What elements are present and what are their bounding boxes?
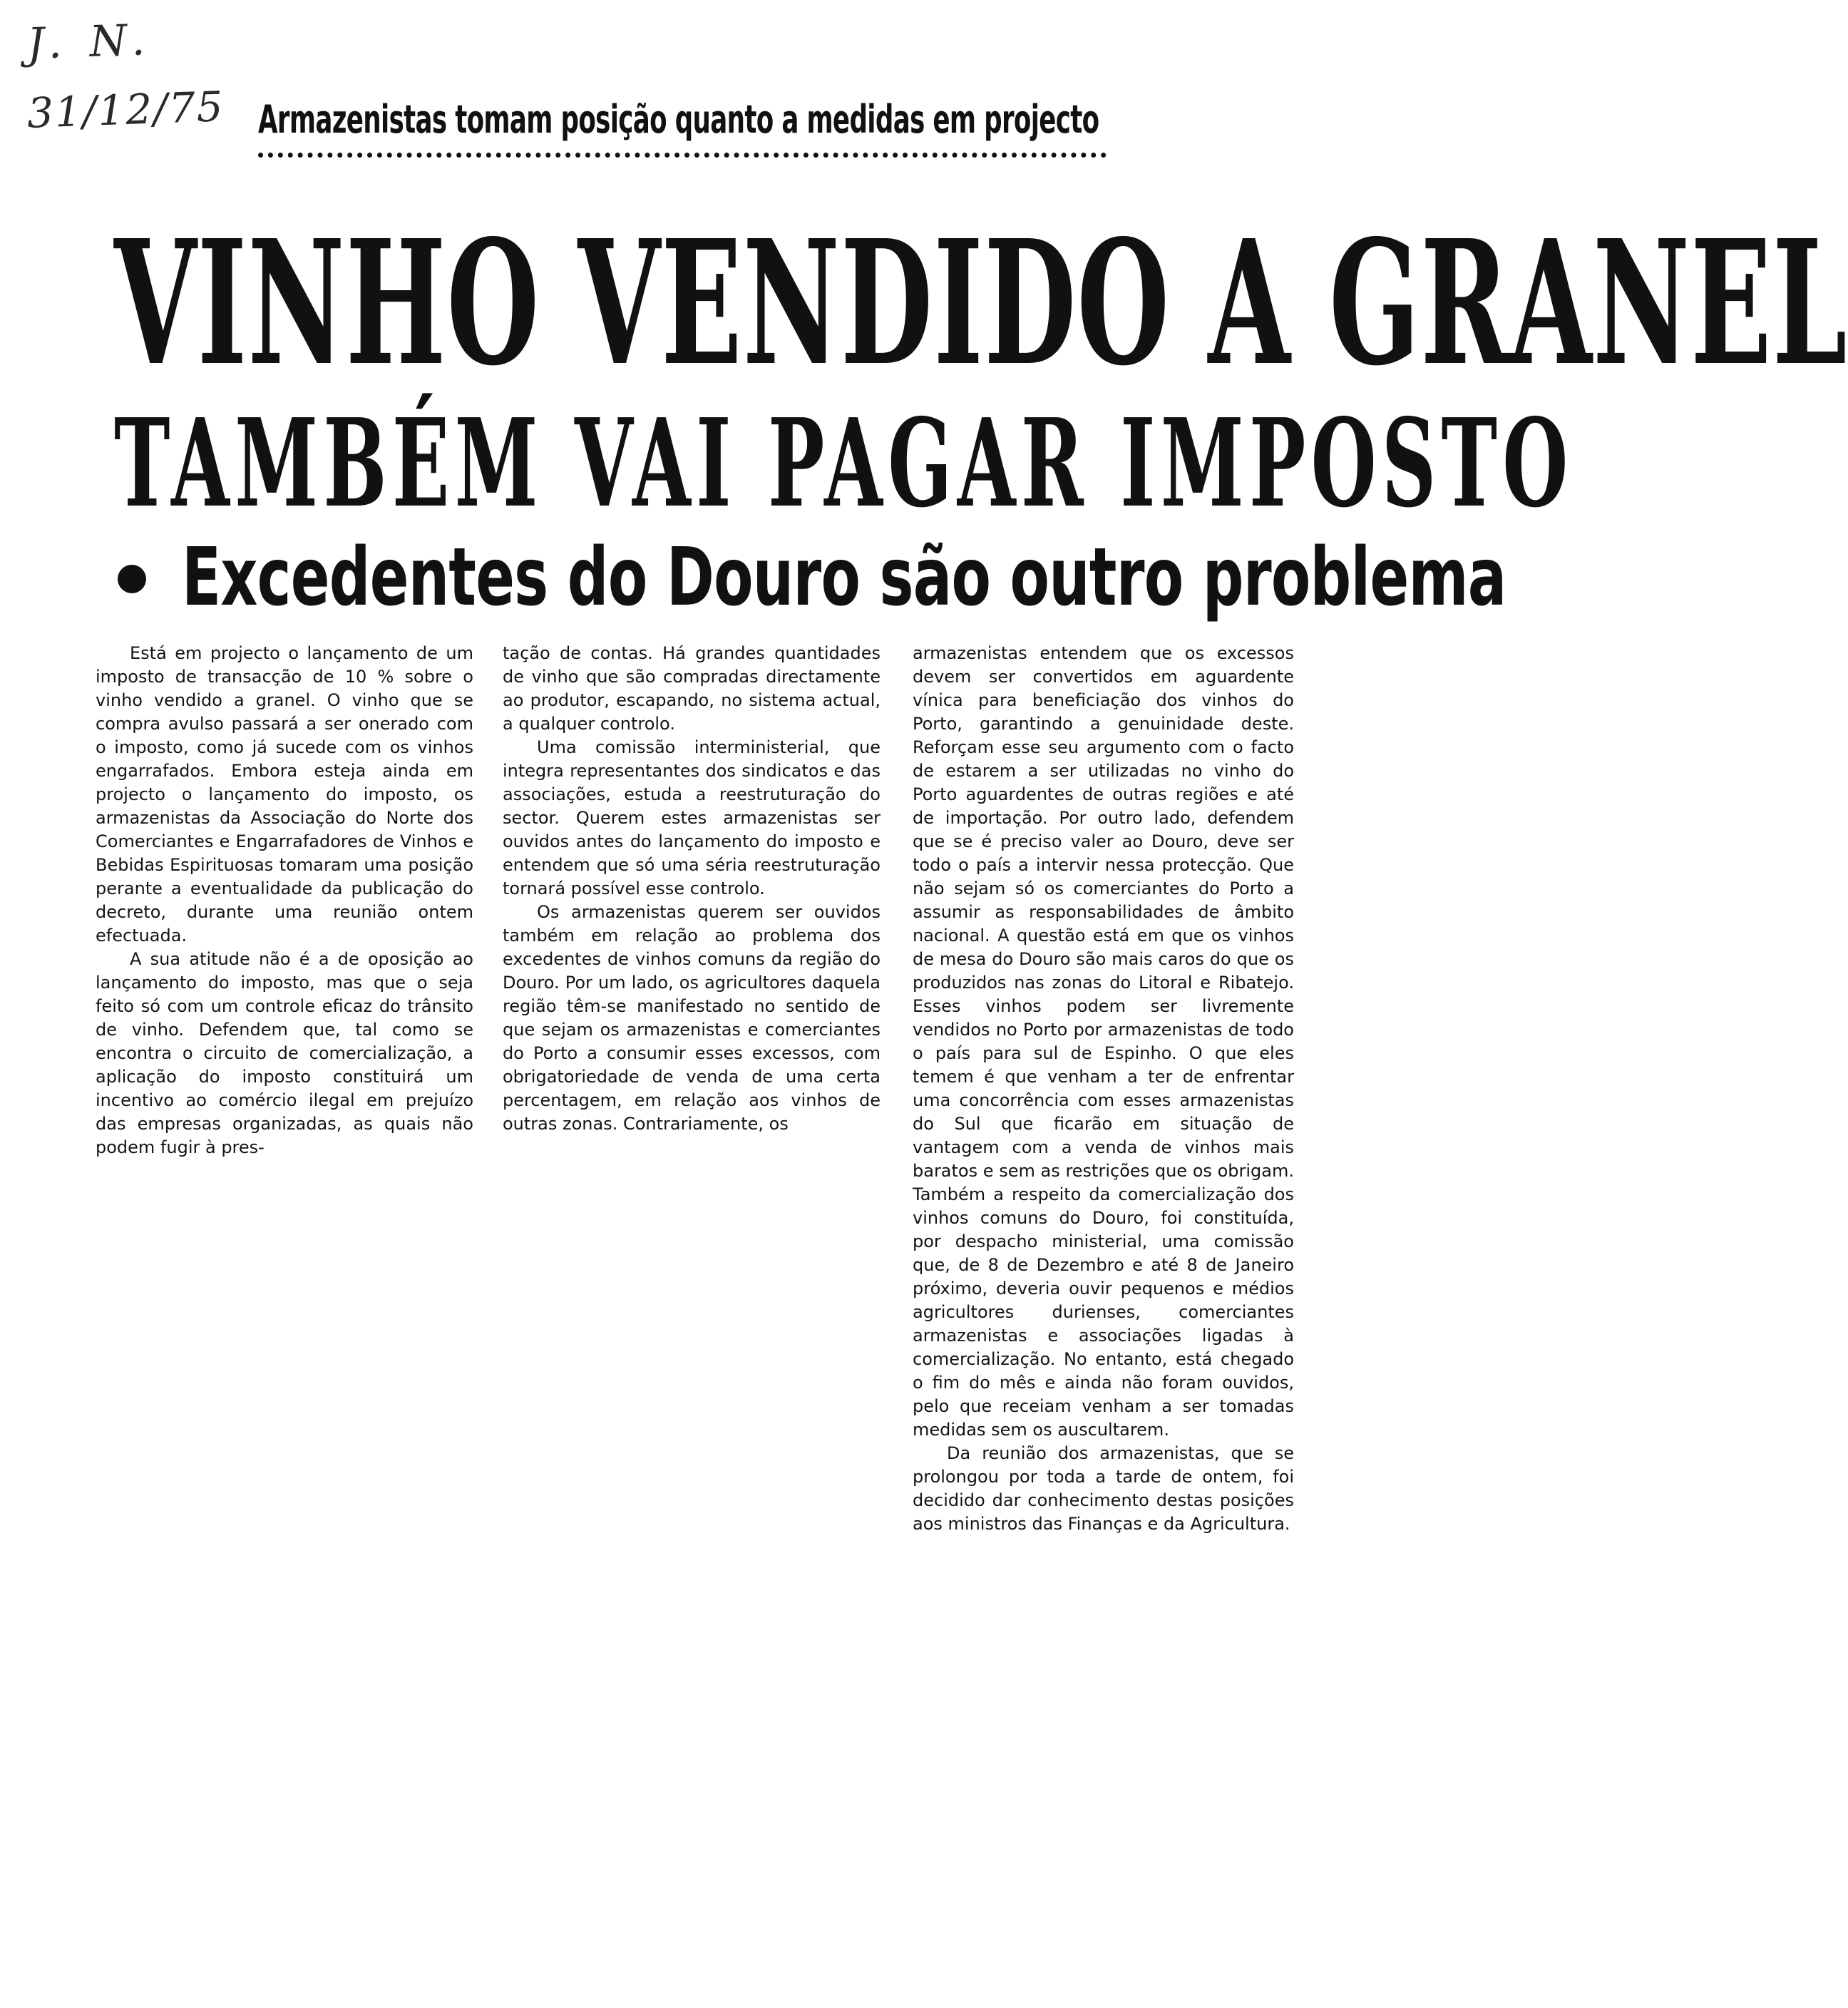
paragraph: armazenistas entendem que os excessos devem ser convertidos em aguardente vínica para beneficiação dos vinhos do Porto, garantindo a genuinidade deste. Reforçam esse seu argumento com o facto de estarem a ser utilizadas no vinho do Porto aguardentes de outras regiões e até de importação. Por outro lado, defendem que se é preciso valer ao Douro, deve ser todo o país a intervir nessa protecção. Que não sejam só os comerciantes do Porto a assumir as responsabilidades de âmbito nacional. A questão está em que os vinhos de mesa do Douro são mais caros do que os produzidos nas zonas do Litoral e Ribatejo. Esses vinhos podem ser livremente vendidos no Porto por armazenistas de todo o país para sul de Espinho. O que eles temem é que venham a ter de enfrentar uma concorrência com esses armazenistas do Sul que ficarão em situação de vantagem com a venda de vinhos mais baratos e sem as restrições que os obrigam. Também a respeito da comercialização dos vinhos comuns do Douro, foi constituída, por despacho ministerial, uma comissão que, de 8 de Dezembro e até 8 de Janeiro próximo, deveria ouvir pequenos e médios agricultores durienses, comerciantes armazenistas e associações ligadas à comercialização. No entanto, está chegado o fim do mês e ainda não foram ouvidos, pelo que receiam venham a ser tomadas medidas sem os auscultarem. bbox=[913, 643, 1294, 1440]
paragraph: Da reunião dos armazenistas, que se prolongou por toda a tarde de ontem, foi decidido dar conhecimento destas posições aos ministros das Finanças e da Agricultura. bbox=[913, 1443, 1294, 1534]
headline-line-2: TAMBÉM VAI PAGAR IMPOSTO bbox=[114, 392, 1574, 535]
article-column-3 bbox=[913, 642, 1294, 1536]
paragraph: tação de contas. Há grandes quantidades de vinho que são compradas directamente ao produtor, escapando, no sistema actual, a qualquer controlo. bbox=[503, 643, 881, 734]
headline-line-1: VINHO VENDIDO A GRANEL bbox=[114, 203, 1848, 404]
paragraph: Uma comissão interministerial, que integra representantes dos sindicatos e das associações, estuda a reestruturação do sector. Querem estes armazenistas ser ouvidos antes do lançamento do imposto e entendem que só uma séria reestruturação tornará possível esse controlo. bbox=[503, 737, 881, 898]
article-column-2 bbox=[503, 642, 881, 1136]
paragraph: Está em projecto o lançamento de um imposto de transacção de 10 % sobre o vinho vendido a granel. O vinho que se compra avulso passará a ser onerado com o imposto, como já sucede com os vinhos engarrafados. Embora esteja ainda em projecto o lançamento do imposto, os armazenistas da Associação do Norte dos Comerciantes e Engarrafadores de Vinhos e Bebidas Espirituosas tomaram uma posição perante a eventualidade da publicação do decreto, durante uma reunião ontem efectuada. bbox=[96, 643, 473, 946]
subheadline: Excedentes do Douro são outro problema bbox=[182, 531, 1506, 624]
article-kicker: Armazenistas tomam posição quanto a medidas em projecto bbox=[258, 97, 1099, 142]
paragraph: Os armazenistas querem ser ouvidos também em relação ao problema dos excedentes de vinhos comuns da região do Douro. Por um lado, os agricultores daquela região têm-se manifestado no sentido de que sejam os armazenistas e comerciantes do Porto a consumir esses excessos, com obrigatoriedade de venda de uma certa percentagem, em relação aos vinhos de outras zonas. Contrariamente, os bbox=[503, 902, 881, 1134]
bullet-icon bbox=[118, 565, 146, 593]
article-column-1 bbox=[96, 642, 473, 1159]
handwritten-date-note: 31/12/75 bbox=[26, 82, 225, 138]
paragraph: A sua atitude não é a de oposição ao lançamento do imposto, mas que o seja feito só com um controle eficaz do trânsito de vinho. Defendem que, tal como se encontra o circuito de comercialização, a aplicação do imposto constituirá um incentivo ao comércio ilegal em prejuízo das empresas organizadas, as quais não podem fugir à pres- bbox=[96, 949, 473, 1157]
handwritten-source-note: J. N. bbox=[26, 14, 153, 70]
kicker-underline bbox=[258, 153, 1107, 158]
